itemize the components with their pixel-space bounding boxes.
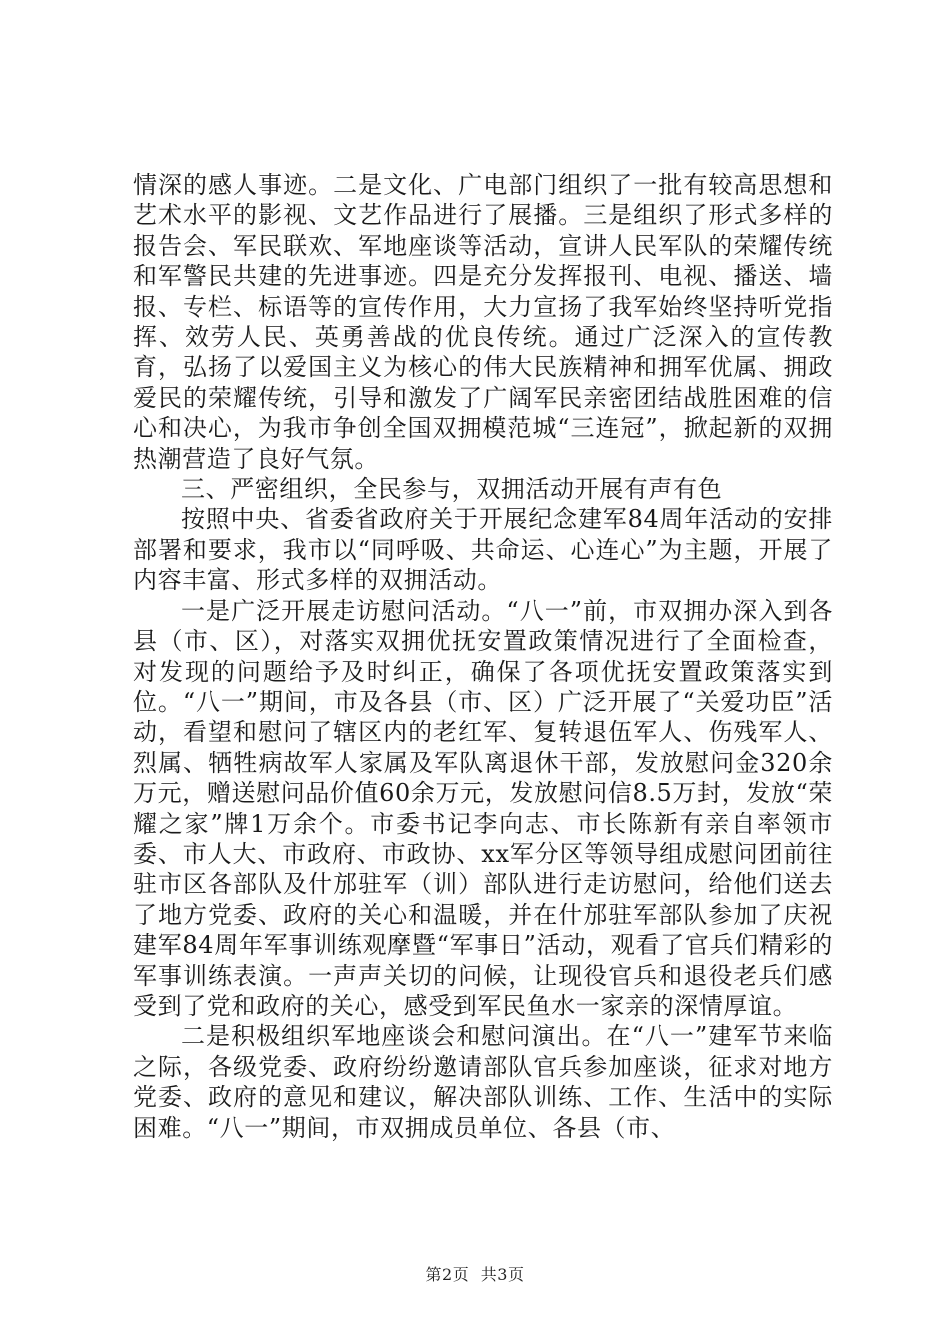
document-body [133,170,833,1143]
paragraph-intro: 按照中央、省委省政府关于开展纪念建军84周年活动的安排部署和要求，我市以“同呼吸、共命运、心连心”为主题，开展了内容丰富、形式多样的双拥活动。 [133,505,833,595]
page-total: 共3页 [480,1265,525,1284]
paragraph-symposium: 二是积极组织军地座谈会和慰问演出。在“八一”建军节来临之际，各级党委、政府纷纷邀请部队官兵参加座谈，征求对地方党委、政府的意见和建议，解决部队训练、工作、生活中的实际困难。“八一”期间，市双拥成员单位、各县（市、 [133,1022,833,1142]
paragraph-visits: 一是广泛开展走访慰问活动。“八一”前，市双拥办深入到各县（市、区），对落实双拥优抚安置政策情况进行了全面检查，对发现的问题给予及时纠正，确保了各项优抚安置政策落实到位。“八一”期间，市及各县（市、区）广泛开展了“关爱功臣”活动，看望和慰问了辖区内的老红军、复转退伍军人、伤残军人、烈属、牺牲病故军人家属及军队离退休干部，发放慰问金320余万元，赠送慰问品价值60余万元，发放慰问信8.5万封，发放“荣耀之家”牌1万余个。市委书记李向志、市长陈新有亲自率领市委、市人大、市政府、市政协、xx军分区等领导组成慰问团前往驻市区各部队及什邡驻军（训）部队进行走访慰问，给他们送去了地方党委、政府的关心和温暖，并在什邡驻军部队参加了庆祝建军84周年军事训练观摩暨“军事日”活动，观看了官兵们精彩的军事训练表演。一声声关切的问候，让现役官兵和退役老兵们感受到了党和政府的关心，感受到军民鱼水一家亲的深情厚谊。 [133,596,833,1020]
page-footer [0,1262,950,1285]
paragraph-continuation: 情深的感人事迹。二是文化、广电部门组织了一批有较高思想和艺术水平的影视、文艺作品进行了展播。三是组织了形式多样的报告会、军民联欢、军地座谈等活动，宣讲人民军队的荣耀传统和军警民共建的先进事迹。四是充分发挥报刊、电视、播送、墙报、专栏、标语等的宣传作用，大力宣扬了我军始终坚持听党指挥、效劳人民、英勇善战的优良传统。通过广泛深入的宣传教育，弘扬了以爱国主义为核心的伟大民族精神和拥军优属、拥政爱民的荣耀传统，引导和激发了广阔军民亲密团结战胜困难的信心和决心，为我市争创全国双拥模范城“三连冠”，掀起新的双拥热潮营造了良好气氛。 [133,171,833,473]
section-heading: 三、严密组织，全民参与，双拥活动开展有声有色 [181,475,723,504]
page-number: 第2页 [425,1265,470,1284]
